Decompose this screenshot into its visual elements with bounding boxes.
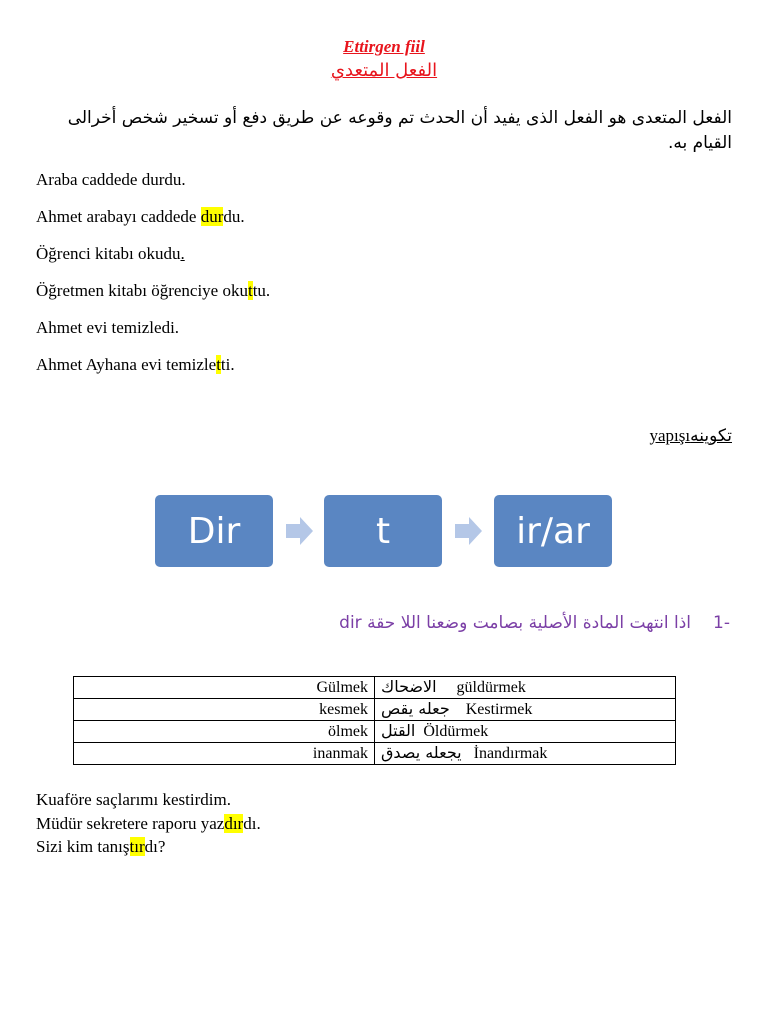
table-row [74,743,676,765]
root-verb: ölmek [74,721,375,743]
highlighted-suffix: dır [224,814,244,833]
translation-cell: جعله يقص Kestirmek [375,699,676,721]
title-turkish: Ettirgen fiil [343,37,425,56]
example-sentence: Kuaföre saçlarımı kestirdim. [36,790,231,809]
verb-table [73,676,676,765]
sentence: Ahmet evi temizledi. [36,318,180,337]
example-sentence: Sizi kim tanıştırdı? [36,837,166,856]
root-verb: kesmek [74,699,375,721]
root-verb: inanmak [74,743,375,765]
highlighted-suffix: tır [129,837,145,856]
title-arabic: الفعل المتعدي [330,60,438,81]
root-verb: Gülmek [74,677,375,699]
arrow-right-icon [455,515,483,547]
sentence: Ahmet Ayhana evi temizletti. [36,355,235,374]
sentence: Ahmet arabayı caddede durdu. [36,207,245,226]
table-row [74,721,676,743]
rule-1: -1اذا انتهت المادة الأصلية بصامت وضعنا اللا حقة dir [339,613,730,633]
highlighted-suffix: dur [200,207,224,226]
table-row [74,677,676,699]
sentence: Öğrenci kitabı okudu. [36,244,185,263]
suffix-box-dir: Dir [155,495,273,567]
sentence-ending: du. [223,207,245,226]
suffix-box-t: t [324,495,442,567]
highlighted-suffix: t [247,281,253,300]
arrow-right-icon [286,515,314,547]
sentence: Öğretmen kitabı öğrenciye okuttu. [36,281,271,300]
highlighted-suffix: t [216,355,221,374]
sentence: Araba caddede durdu. [36,170,186,189]
translation-cell: الاضحاك güldürmek [375,677,676,699]
suffix-box-ir-ar: ir/ar [494,495,612,567]
example-sentence: Müdür sekretere raporu yazdırdı. [36,814,261,833]
structure-heading: تكوينهyapışı [649,426,732,446]
translation-cell: القتل Öldürmek [375,721,676,743]
table-row [74,699,676,721]
translation-cell: يجعله يصدق İnandırmak [375,743,676,765]
definition-arabic: الفعل المتعدى هو الفعل الذى يفيد أن الحدث تم وقوعه عن طريق دفع أو تسخير شخص أخرالى القيام به. [67,108,732,153]
